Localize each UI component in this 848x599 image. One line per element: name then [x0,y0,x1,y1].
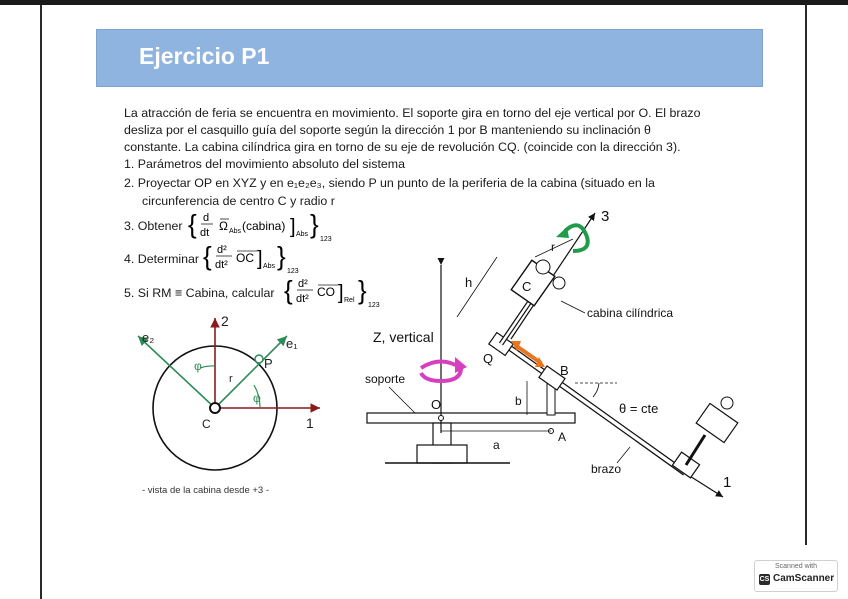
sub-rel: Rel [344,297,355,304]
brazo-label: brazo [591,462,622,476]
frac-den: dt² [296,293,309,305]
arm-end-rod [686,435,705,465]
bracket-right: ] [257,248,263,270]
item-4-formula [203,240,313,278]
a-dim-label: a [493,438,500,452]
cabin-rider-2 [553,277,565,289]
a-point-label: A [558,430,567,444]
statement-line-2: desliza por el casquillo guía del soporte según la dirección 1 por B manteniendo su inclinación θ [124,123,651,137]
frac-num: d [203,212,210,224]
b-dim-label: b [515,394,522,408]
r-label: r [551,240,555,254]
center-c-point [210,403,220,413]
o-label: O [431,397,442,412]
phi-top-label: φ [194,359,202,373]
item-5 [124,286,274,300]
bracket-right: ] [290,216,296,238]
phi-right-label: φ [253,391,261,405]
axis-1-label: 1 [306,415,314,431]
q-label: Q [483,351,494,366]
item-4-prefix: 4. Determinar [124,252,200,266]
cabin-rotation-icon [565,225,588,251]
h-dimension-line [457,257,497,317]
top-border [0,0,848,5]
cabin-view-caption: - vista de la cabina desde +3 - [142,485,270,496]
statement-line-3: constante. La cabina cilíndrica gira en torno de su eje de revolución CQ. (coincide con la dirección 3). [124,140,681,154]
sub-123: 123 [287,268,299,275]
brazo-leader [617,447,630,463]
p-label: P [264,356,273,371]
brace-right: } [310,209,319,239]
z-axis-label: Z, vertical [373,329,434,345]
omega-tail: (cabina) [242,219,286,233]
sub-123: 123 [368,302,380,309]
counter-cabin-rider [721,397,733,409]
point-p [255,355,263,363]
theta-arc [593,383,599,397]
item-5-prefix: 5. Si RM ≡ Cabina, calcular [124,286,275,300]
item-1: 1. Parámetros del movimiento absoluto del sistema [124,157,405,171]
support-platform [367,413,575,423]
r-label: r [229,373,233,385]
frac-den: dt [200,227,210,239]
theta-label: θ = cte [619,401,659,416]
sub-abs: Abs [263,263,276,270]
axis-3-label: 3 [601,208,610,225]
scanner-watermark [754,560,838,592]
omega-symbol: Ω [219,219,228,233]
cabina-leader [561,301,585,313]
h-label: h [465,275,473,290]
frac-num: d² [298,278,308,290]
item-2-continued: circunferencia de centro C y radio r [142,194,335,208]
item-4 [124,252,199,266]
bracket-right: ] [338,282,344,304]
page-edge-left [40,5,42,599]
cabin-rotation-arrowhead [556,227,569,238]
b-label: B [560,363,569,378]
phi-arc-top [200,366,215,368]
sub-abs: Abs [296,231,309,238]
cabin-arm-fill [501,297,533,344]
soporte-leader [389,387,415,413]
omega-sub: Abs [229,228,242,235]
ride-mechanism-diagram [355,205,755,505]
oc-symbol: OC [236,251,254,265]
e1-label: e₁ [286,336,298,351]
cabina-label: cabina cilíndrica [587,306,674,320]
brace-left: { [188,209,197,239]
c-label: C [522,279,532,294]
statement-line-1: La atracción de feria se encuentra en movimiento. El soporte gira en torno del eje vertical por O. El brazo [124,106,701,120]
point-o [439,416,444,421]
item-2: 2. Proyectar OP en XYZ y en e₁e₂e₃, siendo P un punto de la periferia de la cabina (situado en la [124,176,655,190]
frac-num: d² [217,244,227,256]
soporte-label: soporte [365,372,406,386]
page-edge-right [805,5,807,545]
frac-den: dt² [215,259,228,271]
title-banner [96,29,763,87]
page-title: Ejercicio P1 [139,43,270,69]
item-3-prefix: 3. Obtener [124,219,183,233]
support-base [417,445,467,463]
c-label: C [202,417,211,431]
brace-right: } [277,241,286,271]
camscanner-logo-icon: CS [759,576,770,583]
brace-right: } [358,275,367,305]
sub-123: 123 [320,236,332,243]
e2-label: e₂ [142,330,155,345]
axis-2-label: 2 [221,313,229,329]
co-symbol: CO [317,285,335,299]
item-3 [124,219,183,233]
axis-1-label: 1 [723,474,732,491]
cabin-rider-1 [536,260,550,274]
watermark-brand: CamScanner [773,573,835,584]
cabin-view-diagram [120,310,340,505]
watermark-caption: Scanned with [774,563,818,570]
brace-left: { [203,241,212,271]
brace-left: { [284,275,293,305]
